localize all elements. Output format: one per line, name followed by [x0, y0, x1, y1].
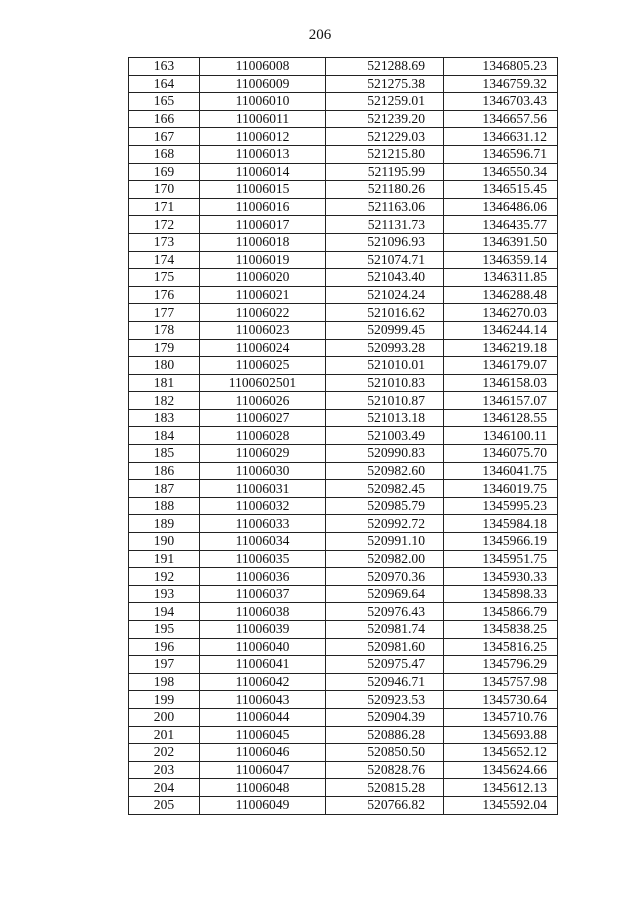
cell-point-number: 183: [129, 409, 200, 427]
cell-coordinate-x: 521043.40: [326, 269, 444, 287]
cell-coordinate-y: 1346128.55: [444, 409, 558, 427]
table-row: [129, 779, 558, 797]
table-row: [129, 145, 558, 163]
cell-coordinate-x: 520975.47: [326, 656, 444, 674]
cell-point-id: 11006038: [200, 603, 326, 621]
cell-coordinate-y: 1346596.71: [444, 145, 558, 163]
cell-point-id: 11006041: [200, 656, 326, 674]
cell-point-id: 11006036: [200, 568, 326, 586]
cell-coordinate-y: 1346759.32: [444, 75, 558, 93]
table-row: [129, 269, 558, 287]
table-row: [129, 374, 558, 392]
cell-coordinate-y: 1346805.23: [444, 58, 558, 76]
table-row: [129, 357, 558, 375]
cell-coordinate-x: 521229.03: [326, 128, 444, 146]
cell-coordinate-x: 521010.87: [326, 392, 444, 410]
cell-point-id: 11006049: [200, 796, 326, 814]
table-row: [129, 585, 558, 603]
cell-point-number: 172: [129, 216, 200, 234]
cell-point-number: 185: [129, 445, 200, 463]
table-row: [129, 93, 558, 111]
cell-point-id: 11006024: [200, 339, 326, 357]
cell-point-number: 191: [129, 550, 200, 568]
cell-coordinate-y: 1346631.12: [444, 128, 558, 146]
table-row: [129, 181, 558, 199]
cell-coordinate-x: 521259.01: [326, 93, 444, 111]
cell-coordinate-y: 1345995.23: [444, 497, 558, 515]
cell-coordinate-y: 1345816.25: [444, 638, 558, 656]
cell-point-id: 11006009: [200, 75, 326, 93]
cell-point-number: 199: [129, 691, 200, 709]
cell-point-id: 11006020: [200, 269, 326, 287]
cell-point-id: 11006042: [200, 673, 326, 691]
cell-coordinate-y: 1345757.98: [444, 673, 558, 691]
cell-point-number: 198: [129, 673, 200, 691]
cell-point-number: 204: [129, 779, 200, 797]
cell-coordinate-y: 1346515.45: [444, 181, 558, 199]
cell-coordinate-y: 1346391.50: [444, 233, 558, 251]
cell-point-id: 11006029: [200, 445, 326, 463]
cell-coordinate-y: 1345693.88: [444, 726, 558, 744]
table-row: [129, 726, 558, 744]
cell-coordinate-y: 1346100.11: [444, 427, 558, 445]
table-row: [129, 409, 558, 427]
cell-coordinate-y: 1346219.18: [444, 339, 558, 357]
cell-coordinate-x: 521288.69: [326, 58, 444, 76]
cell-coordinate-x: 521163.06: [326, 198, 444, 216]
cell-point-id: 11006026: [200, 392, 326, 410]
table-row: [129, 392, 558, 410]
cell-point-number: 176: [129, 286, 200, 304]
cell-coordinate-y: 1346486.06: [444, 198, 558, 216]
cell-coordinate-x: 521010.83: [326, 374, 444, 392]
cell-coordinate-y: 1346244.14: [444, 321, 558, 339]
cell-point-id: 11006046: [200, 744, 326, 762]
cell-coordinate-y: 1346550.34: [444, 163, 558, 181]
cell-point-number: 203: [129, 761, 200, 779]
cell-point-number: 167: [129, 128, 200, 146]
cell-point-id: 11006043: [200, 691, 326, 709]
cell-point-number: 166: [129, 110, 200, 128]
table-row: [129, 286, 558, 304]
cell-point-number: 201: [129, 726, 200, 744]
cell-coordinate-y: 1346075.70: [444, 445, 558, 463]
cell-point-id: 11006017: [200, 216, 326, 234]
cell-coordinate-y: 1345930.33: [444, 568, 558, 586]
cell-point-id: 11006015: [200, 181, 326, 199]
cell-coordinate-y: 1345984.18: [444, 515, 558, 533]
cell-coordinate-x: 520850.50: [326, 744, 444, 762]
cell-coordinate-y: 1345710.76: [444, 708, 558, 726]
cell-coordinate-x: 520990.83: [326, 445, 444, 463]
cell-point-id: 11006021: [200, 286, 326, 304]
cell-point-number: 190: [129, 533, 200, 551]
cell-point-number: 182: [129, 392, 200, 410]
cell-point-number: 205: [129, 796, 200, 814]
cell-coordinate-y: 1346288.48: [444, 286, 558, 304]
cell-coordinate-x: 520981.60: [326, 638, 444, 656]
cell-coordinate-x: 520886.28: [326, 726, 444, 744]
cell-point-number: 170: [129, 181, 200, 199]
table-row: [129, 58, 558, 76]
table-row: [129, 216, 558, 234]
table-row: [129, 673, 558, 691]
cell-point-id: 11006032: [200, 497, 326, 515]
cell-point-id: 11006048: [200, 779, 326, 797]
cell-point-id: 11006025: [200, 357, 326, 375]
cell-coordinate-x: 521239.20: [326, 110, 444, 128]
cell-coordinate-x: 521074.71: [326, 251, 444, 269]
cell-coordinate-y: 1346019.75: [444, 480, 558, 498]
cell-point-id: 11006035: [200, 550, 326, 568]
table-row: [129, 515, 558, 533]
cell-point-number: 171: [129, 198, 200, 216]
cell-point-number: 187: [129, 480, 200, 498]
cell-point-id: 11006022: [200, 304, 326, 322]
cell-coordinate-y: 1345951.75: [444, 550, 558, 568]
cell-point-id: 11006045: [200, 726, 326, 744]
cell-point-number: 165: [129, 93, 200, 111]
table-row: [129, 75, 558, 93]
cell-coordinate-x: 520993.28: [326, 339, 444, 357]
cell-coordinate-y: 1345838.25: [444, 621, 558, 639]
cell-coordinate-y: 1346270.03: [444, 304, 558, 322]
cell-coordinate-x: 521131.73: [326, 216, 444, 234]
cell-point-number: 173: [129, 233, 200, 251]
table-row: [129, 251, 558, 269]
cell-coordinate-y: 1346158.03: [444, 374, 558, 392]
table-row: [129, 427, 558, 445]
cell-coordinate-x: 521180.26: [326, 181, 444, 199]
cell-coordinate-x: 520828.76: [326, 761, 444, 779]
cell-point-id: 11006014: [200, 163, 326, 181]
cell-point-number: 189: [129, 515, 200, 533]
cell-point-number: 186: [129, 462, 200, 480]
cell-point-id: 11006034: [200, 533, 326, 551]
table-row: [129, 462, 558, 480]
table-row: [129, 480, 558, 498]
cell-coordinate-x: 520970.36: [326, 568, 444, 586]
cell-coordinate-x: 520946.71: [326, 673, 444, 691]
cell-point-id: 11006033: [200, 515, 326, 533]
cell-point-id: 11006010: [200, 93, 326, 111]
table-row: [129, 533, 558, 551]
cell-point-id: 11006023: [200, 321, 326, 339]
cell-coordinate-y: 1346435.77: [444, 216, 558, 234]
cell-coordinate-x: 521024.24: [326, 286, 444, 304]
cell-point-number: 188: [129, 497, 200, 515]
cell-point-id: 11006030: [200, 462, 326, 480]
cell-coordinate-y: 1345730.64: [444, 691, 558, 709]
cell-coordinate-y: 1346703.43: [444, 93, 558, 111]
cell-point-number: 200: [129, 708, 200, 726]
cell-coordinate-y: 1345796.29: [444, 656, 558, 674]
cell-coordinate-y: 1345966.19: [444, 533, 558, 551]
cell-coordinate-x: 520999.45: [326, 321, 444, 339]
table-row: [129, 445, 558, 463]
cell-coordinate-x: 520982.60: [326, 462, 444, 480]
cell-coordinate-x: 520976.43: [326, 603, 444, 621]
cell-coordinate-x: 521016.62: [326, 304, 444, 322]
cell-coordinate-x: 521215.80: [326, 145, 444, 163]
cell-point-id: 11006013: [200, 145, 326, 163]
cell-point-number: 192: [129, 568, 200, 586]
cell-coordinate-x: 521003.49: [326, 427, 444, 445]
cell-point-id: 11006044: [200, 708, 326, 726]
cell-point-id: 11006008: [200, 58, 326, 76]
table-row: [129, 497, 558, 515]
cell-point-number: 184: [129, 427, 200, 445]
cell-point-id: 11006037: [200, 585, 326, 603]
cell-point-number: 196: [129, 638, 200, 656]
cell-coordinate-x: 521013.18: [326, 409, 444, 427]
cell-coordinate-y: 1346157.07: [444, 392, 558, 410]
table-row: [129, 691, 558, 709]
cell-coordinate-x: 520992.72: [326, 515, 444, 533]
cell-point-id: 11006012: [200, 128, 326, 146]
cell-coordinate-x: 520981.74: [326, 621, 444, 639]
table-row: [129, 304, 558, 322]
table-row: [129, 708, 558, 726]
cell-point-id: 1100602501: [200, 374, 326, 392]
cell-point-id: 11006027: [200, 409, 326, 427]
cell-coordinate-y: 1345624.66: [444, 761, 558, 779]
cell-point-number: 195: [129, 621, 200, 639]
cell-point-id: 11006040: [200, 638, 326, 656]
cell-coordinate-x: 520923.53: [326, 691, 444, 709]
cell-point-id: 11006039: [200, 621, 326, 639]
cell-coordinate-x: 520985.79: [326, 497, 444, 515]
table-row: [129, 321, 558, 339]
cell-coordinate-x: 520904.39: [326, 708, 444, 726]
table-row: [129, 550, 558, 568]
table-row: [129, 233, 558, 251]
table-row: [129, 110, 558, 128]
cell-coordinate-y: 1346657.56: [444, 110, 558, 128]
cell-point-number: 202: [129, 744, 200, 762]
table-row: [129, 638, 558, 656]
cell-coordinate-y: 1346179.07: [444, 357, 558, 375]
table-row: [129, 761, 558, 779]
cell-coordinate-y: 1345898.33: [444, 585, 558, 603]
cell-point-number: 193: [129, 585, 200, 603]
table-row: [129, 744, 558, 762]
cell-coordinate-y: 1345866.79: [444, 603, 558, 621]
table-row: [129, 796, 558, 814]
table-row: [129, 656, 558, 674]
table-body: [129, 58, 558, 815]
cell-point-number: 169: [129, 163, 200, 181]
table-row: [129, 163, 558, 181]
cell-point-id: 11006047: [200, 761, 326, 779]
coordinate-table: [128, 57, 558, 815]
cell-coordinate-x: 520969.64: [326, 585, 444, 603]
cell-point-id: 11006011: [200, 110, 326, 128]
table-row: [129, 603, 558, 621]
cell-coordinate-x: 520991.10: [326, 533, 444, 551]
cell-point-number: 194: [129, 603, 200, 621]
cell-coordinate-y: 1345652.12: [444, 744, 558, 762]
cell-coordinate-x: 521096.93: [326, 233, 444, 251]
cell-point-id: 11006016: [200, 198, 326, 216]
cell-point-number: 175: [129, 269, 200, 287]
table-row: [129, 128, 558, 146]
cell-point-number: 174: [129, 251, 200, 269]
table-row: [129, 198, 558, 216]
table-row: [129, 339, 558, 357]
cell-point-id: 11006031: [200, 480, 326, 498]
cell-point-number: 164: [129, 75, 200, 93]
cell-point-number: 177: [129, 304, 200, 322]
cell-coordinate-x: 520982.00: [326, 550, 444, 568]
cell-coordinate-x: 520815.28: [326, 779, 444, 797]
cell-coordinate-x: 520982.45: [326, 480, 444, 498]
cell-point-number: 179: [129, 339, 200, 357]
cell-coordinate-y: 1345612.13: [444, 779, 558, 797]
cell-point-number: 178: [129, 321, 200, 339]
table-row: [129, 568, 558, 586]
cell-coordinate-y: 1346041.75: [444, 462, 558, 480]
cell-point-id: 11006028: [200, 427, 326, 445]
cell-coordinate-x: 520766.82: [326, 796, 444, 814]
page-number: 206: [308, 27, 332, 43]
cell-coordinate-y: 1346311.85: [444, 269, 558, 287]
cell-coordinate-y: 1346359.14: [444, 251, 558, 269]
cell-point-id: 11006018: [200, 233, 326, 251]
cell-point-number: 181: [129, 374, 200, 392]
coordinate-table-container: [128, 57, 558, 815]
cell-point-number: 168: [129, 145, 200, 163]
cell-point-number: 197: [129, 656, 200, 674]
cell-coordinate-x: 521195.99: [326, 163, 444, 181]
table-row: [129, 621, 558, 639]
cell-point-number: 180: [129, 357, 200, 375]
cell-coordinate-y: 1345592.04: [444, 796, 558, 814]
cell-coordinate-x: 521010.01: [326, 357, 444, 375]
cell-point-number: 163: [129, 58, 200, 76]
cell-point-id: 11006019: [200, 251, 326, 269]
cell-coordinate-x: 521275.38: [326, 75, 444, 93]
